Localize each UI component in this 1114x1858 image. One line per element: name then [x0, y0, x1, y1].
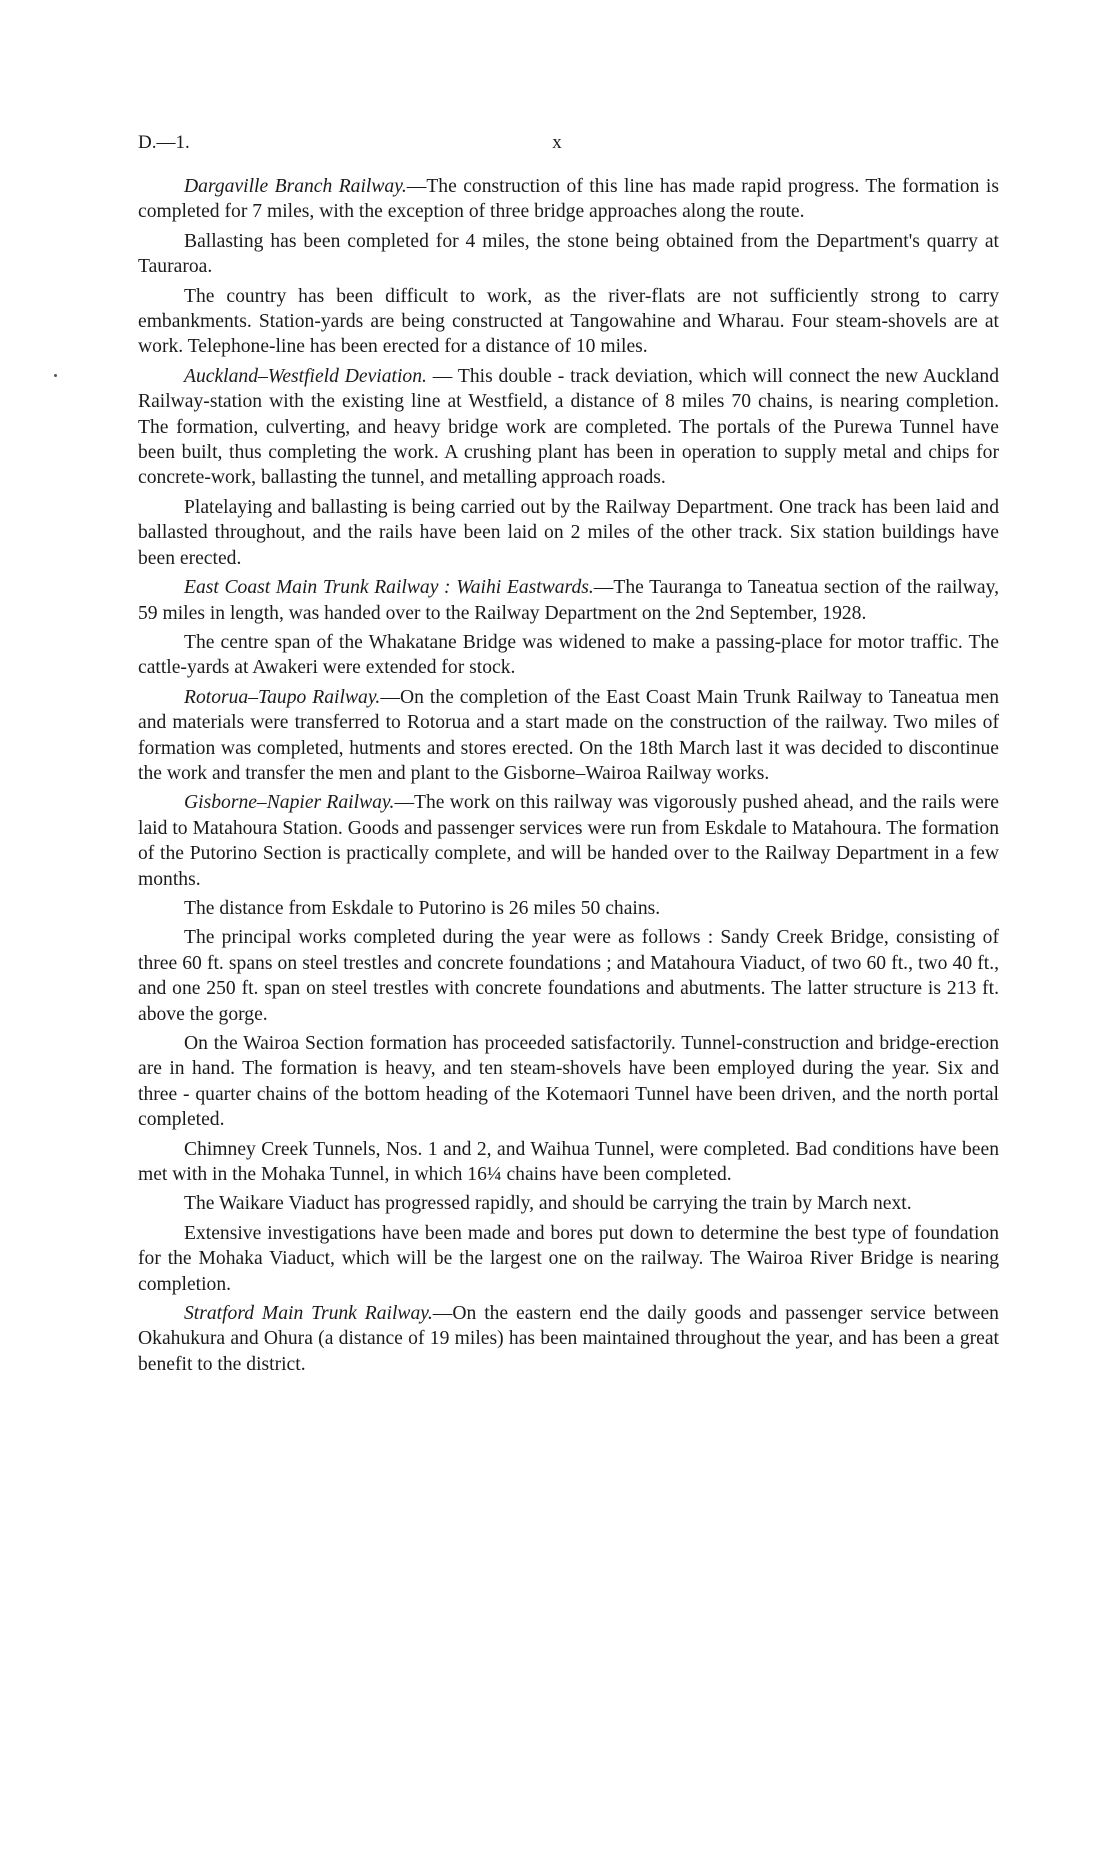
- paragraph-east-coast: [138, 575, 999, 626]
- paragraph-text: —The construction of this line has made rapid progress. The formation is completed for 7 miles, with the exception of three bridge approaches along the route.: [138, 176, 999, 223]
- paragraph-text: Ballasting has been completed for 4 miles, the stone being obtained from the Department's quarry at Tauraroa.: [138, 230, 999, 278]
- paragraph-rotorua-taupo: [138, 685, 999, 787]
- paragraph-chimney-creek: [138, 1137, 999, 1188]
- paragraph-text: The centre span of the Whakatane Bridge was widened to make a passing-place for motor traffic. The cattle-yards at Awakeri were extended for stock.: [138, 631, 999, 679]
- paragraph-text: —On the eastern end the daily goods and passenger service between Okahukura and Ohura (a distance of 19 miles) has been maintained throughout the year, and has been a great benefit to the district.: [138, 1303, 999, 1375]
- document-body: [138, 174, 999, 1381]
- page-number: x: [552, 132, 562, 153]
- paragraph-text: The country has been difficult to work, as the river-flats are not sufficiently strong to carry embankments. Station-yards are being constructed at Tangowahine and Wharau. Four steam-shovels are at work. Telephone-line has been erected for a distance of 10 miles.: [138, 285, 999, 358]
- section-heading-dargaville: Dargaville Branch Railway.: [184, 176, 407, 197]
- section-heading-auckland-westfield: Auckland–Westfield Deviation.: [184, 365, 427, 387]
- paragraph-text: Extensive investigations have been made and bores put down to determine the best type of foundation for the Mohaka Viaduct, which will be the largest one on the railway. The Wairoa River Bridge is nearing completion.: [138, 1222, 999, 1295]
- paragraph-whakatane: [138, 630, 999, 681]
- paragraph-text: The principal works completed during the year were as follows : Sandy Creek Bridge, consisting of three 60 ft. spans on steel trestles and concrete foundations ; and Matahoura Viaduct, of two 60 ft., two 40 ft., and one 250 ft. span on steel trestles with concrete foundations and abutments. The latter structure is 213 ft. above the gorge.: [138, 927, 999, 1025]
- section-heading-east-coast: East Coast Main Trunk Railway : Waihi Eastwards.: [184, 577, 594, 599]
- paragraph-wairoa-section: [138, 1031, 999, 1133]
- paragraph-waikare: [138, 1191, 999, 1216]
- paragraph-text: —The work on this railway was vigorously pushed ahead, and the rails were laid to Matahoura Station. Goods and passenger services were run from Eskdale to Matahoura. The formation of the Putorino Section is practically complete, and will be handed over to the Railway Department in a few months.: [138, 792, 999, 890]
- section-heading-rotorua-taupo: Rotorua–Taupo Railway.: [184, 686, 381, 708]
- paragraph-stratford: [138, 1301, 999, 1377]
- paragraph-text: —The Tauranga to Taneatua section of the railway, 59 miles in length, was handed over to the Railway Department on the 2nd September, 1928.: [138, 577, 999, 624]
- paragraph-country: [138, 284, 999, 360]
- paragraph-text: — This double - track deviation, which will connect the new Auckland Railway-station with the existing line at Westfield, a distance of 8 miles 70 chains, is nearing completion. The formation, culverting, and heavy bridge work are completed. The portals of the Purewa Tunnel have been built, thus completing the work. A crushing plant has been in operation to supply metal and chips for concrete-work, ballasting the tunnel, and metalling approach roads.: [138, 365, 999, 489]
- document-reference: D.—1.: [138, 132, 190, 153]
- paragraph-platelaying: [138, 495, 999, 571]
- section-heading-stratford: Stratford Main Trunk Railway.: [184, 1303, 433, 1325]
- paragraph-text: The Waikare Viaduct has progressed rapidly, and should be carrying the train by March next.: [184, 1193, 912, 1215]
- paragraph-distance: [138, 896, 999, 921]
- paragraph-text: The distance from Eskdale to Putorino is 26 miles 50 chains.: [184, 897, 661, 919]
- paragraph-principal-works: [138, 925, 999, 1027]
- paragraph-auckland-westfield: [138, 364, 999, 491]
- paragraph-text: Platelaying and ballasting is being carried out by the Railway Department. One track has been laid and ballasted throughout, and the rails have been laid on 2 miles of the other track. Six station buildings have been erected.: [138, 496, 999, 569]
- paragraph-text: Chimney Creek Tunnels, Nos. 1 and 2, and Waihua Tunnel, were completed. Bad conditions have been met with in the Mohaka Tunnel, in which 16¼ chains have been completed.: [138, 1138, 999, 1186]
- page-header: [138, 132, 976, 162]
- paragraph-dargaville: [138, 174, 999, 225]
- paragraph-investigations: [138, 1221, 999, 1297]
- section-heading-gisborne-napier: Gisborne–Napier Railway.: [184, 792, 395, 814]
- scan-speck: [54, 374, 57, 377]
- paragraph-ballasting: [138, 229, 999, 280]
- paragraph-gisborne-napier: [138, 790, 999, 892]
- paragraph-text: —On the completion of the East Coast Main Trunk Railway to Taneatua men and materials were transferred to Rotorua and a start made on the construction of the railway. Two miles of formation was completed, hutments and stores erected. On the 18th March last it was decided to discontinue the work and transfer the men and plant to the Gisborne–Wairoa Railway works.: [138, 686, 1000, 784]
- paragraph-text: On the Wairoa Section formation has proceeded satisfactorily. Tunnel-construction and bridge-erection are in hand. The formation is heavy, and ten steam-shovels have been employed during the year. Six and three - quarter chains of the bottom heading of the Kotemaori Tunnel have been driven, and the north portal completed.: [138, 1033, 999, 1131]
